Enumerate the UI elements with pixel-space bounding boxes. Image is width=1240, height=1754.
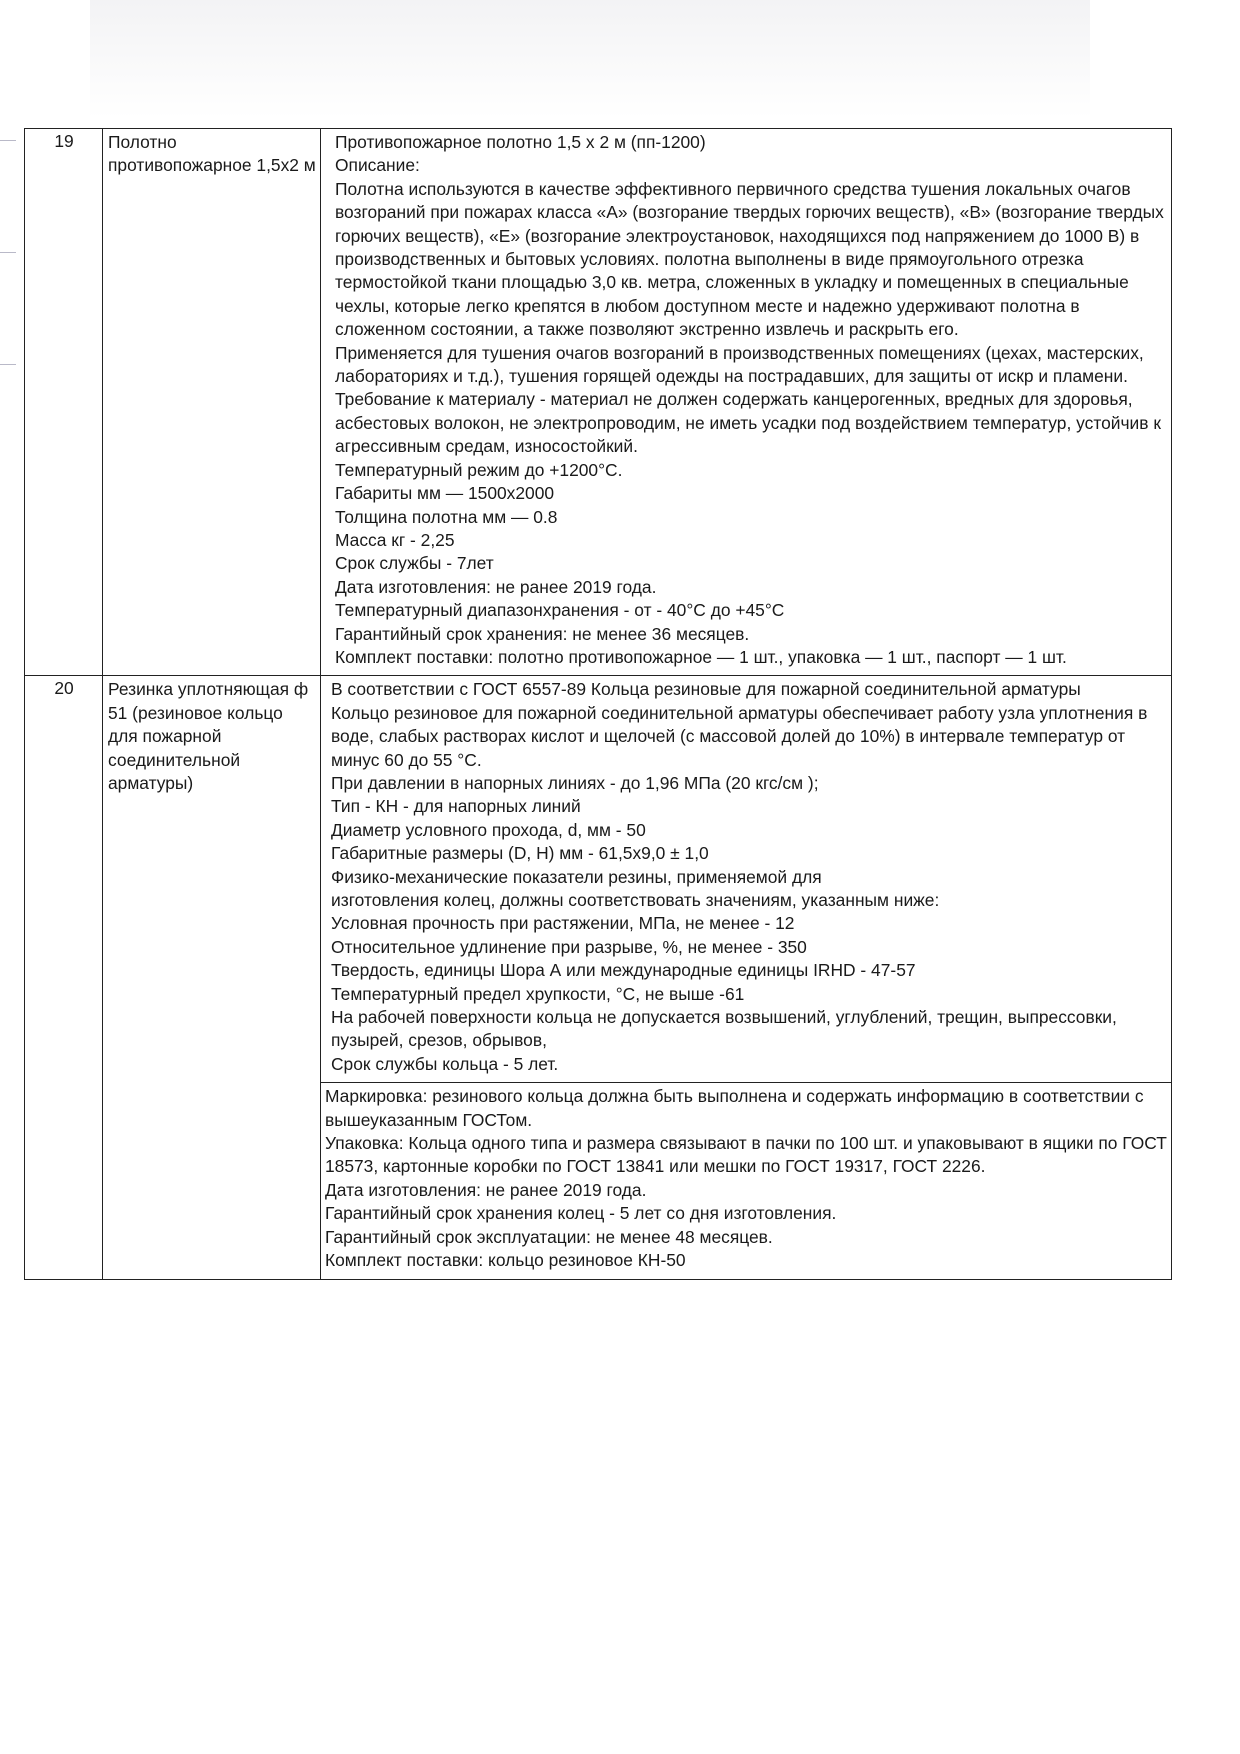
item-name: Полотно противопожарное 1,5х2 м xyxy=(108,132,316,176)
description-line: Комплект поставки: полотно противопожарное — 1 шт., упаковка — 1 шт., паспорт — 1 шт. xyxy=(335,646,1067,667)
description-line: Толщина полотна мм — 0.8 xyxy=(335,506,558,527)
description-line: Относительное удлинение при разрыве, %, не менее - 350 xyxy=(331,936,807,957)
row-number: 20 xyxy=(25,676,103,1279)
description-line: Физико-механические показатели резины, применяемой для xyxy=(331,866,822,887)
description-line: Описание: xyxy=(335,155,420,176)
item-name: Резинка уплотняющая ф 51 (резиновое кольцо для пожарной соединительной арматуры) xyxy=(108,679,309,793)
description-line: изготовления колец, должны соответствовать значениям, указанным ниже: xyxy=(331,890,940,910)
description-line: Кольцо резиновое для пожарной соединительной арматуры обеспечивает работу узла уплотнения в воде, слабых растворах кислот и щелочей (с массовой долей до 10%) в интервале температур от минус 60 до 55 °С. xyxy=(331,702,1148,770)
item-description-cell xyxy=(321,129,1172,676)
margin-mark xyxy=(0,252,16,253)
description-line: Полотна используются в качестве эффективного первичного средства тушения локальных очагов возгораний при пожарах класса «А» (возгорание твердых горючих веществ), «В» (возгорание твердых горючих веществ), «Е» (возгорание электроустановок, находящихся под напряжением до 1000 В) в производственных и бытовых условиях. полотна выполнены в виде прямоугольного отрезка термостойкой ткани площадью 3,0 кв. метра, сложенных в укладку и помещенных в специальные чехлы, которые легко крепятся в любом доступном месте и надежно удерживают полотна в сложенном состоянии, а также позволяют экстренно извлечь и раскрыть его. xyxy=(335,178,1164,340)
description-line: Твердость, единицы Шора А или международные единицы IRHD - 47-57 xyxy=(331,960,916,981)
description-line: Условная прочность при растяжении, МПа, не менее - 12 xyxy=(331,913,795,934)
description-line: Масса кг - 2,25 xyxy=(335,529,455,550)
description-line: Гарантийный срок хранения колец - 5 лет со дня изготовления. xyxy=(325,1203,837,1224)
table-row xyxy=(25,676,1172,1083)
description-line: Требование к материалу - материал не должен содержать канцерогенных, вредных для здоровья, асбестовых волокон, не электропроводим, не иметь усадки под воздействием температур, устойчив к агрессивным средам, износостойкий. xyxy=(335,389,1161,457)
description-line: Упаковка: Кольца одного типа и размера связывают в пачки по 100 шт. и упаковывают в ящики по ГОСТ 18573, картонные коробки по ГОСТ 13841 или мешки по ГОСТ 19317, ГОСТ 2226. xyxy=(325,1133,1167,1177)
item-name-cell xyxy=(103,129,321,676)
description-line: Комплект поставки: кольцо резиновое КН-50 xyxy=(325,1250,686,1271)
description-line: Дата изготовления: не ранее 2019 года. xyxy=(335,576,657,597)
item-name-cell xyxy=(103,676,321,1279)
scan-shading xyxy=(90,0,1090,118)
description-line: Срок службы - 7лет xyxy=(335,553,494,574)
row-number: 19 xyxy=(25,129,103,676)
item-description-cell xyxy=(321,676,1172,1083)
margin-mark xyxy=(0,140,16,141)
description-line: В соответствии с ГОСТ 6557-89 Кольца резиновые для пожарной соединительной арматуры xyxy=(331,679,1081,700)
specification-table xyxy=(24,128,1172,1280)
description-line: Дата изготовления: не ранее 2019 года. xyxy=(325,1179,647,1200)
description-line: Габариты мм — 1500х2000 xyxy=(335,483,555,504)
description-line: При давлении в напорных линиях - до 1,96 МПа (20 кгс/см ); xyxy=(331,772,819,793)
description-line: Температурный режим до +1200°С. xyxy=(335,459,623,480)
description-line: Применяется для тушения очагов возгораний в производственных помещениях (цехах, мастерских, лабораториях и т.д.), тушения горящей одежды на пострадавших, для защиты от искр и пламени. xyxy=(335,342,1144,387)
margin-mark xyxy=(0,364,16,365)
description-line: Габаритные размеры (D, H) мм - 61,5х9,0 ± 1,0 xyxy=(331,843,709,864)
description-line: Гарантийный срок хранения: не менее 36 месяцев. xyxy=(335,623,750,644)
description-line: Маркировка: резинового кольца должна быть выполнена и содержать информацию в соответствии с вышеуказанным ГОСТом. xyxy=(325,1086,1144,1130)
description-line: Диаметр условного прохода, d, мм - 50 xyxy=(331,819,646,840)
description-line: Температурный предел хрупкости, °С, не выше -61 xyxy=(331,983,745,1004)
description-line: Срок службы кольца - 5 лет. xyxy=(331,1053,559,1074)
table-row xyxy=(25,129,1172,676)
description-line: Температурный диапазонхранения - от - 40°С до +45°С xyxy=(335,600,785,621)
description-line: Противопожарное полотно 1,5 х 2 м (пп-1200) xyxy=(335,132,706,152)
description-line: На рабочей поверхности кольца не допускается возвышений, углублений, трещин, выпрессовки, пузырей, срезов, обрывов, xyxy=(331,1007,1117,1051)
description-line: Гарантийный срок эксплуатации: не менее 48 месяцев. xyxy=(325,1226,773,1247)
item-description-continued-cell xyxy=(321,1083,1172,1279)
description-line: Тип - КН - для напорных линий xyxy=(331,796,581,817)
